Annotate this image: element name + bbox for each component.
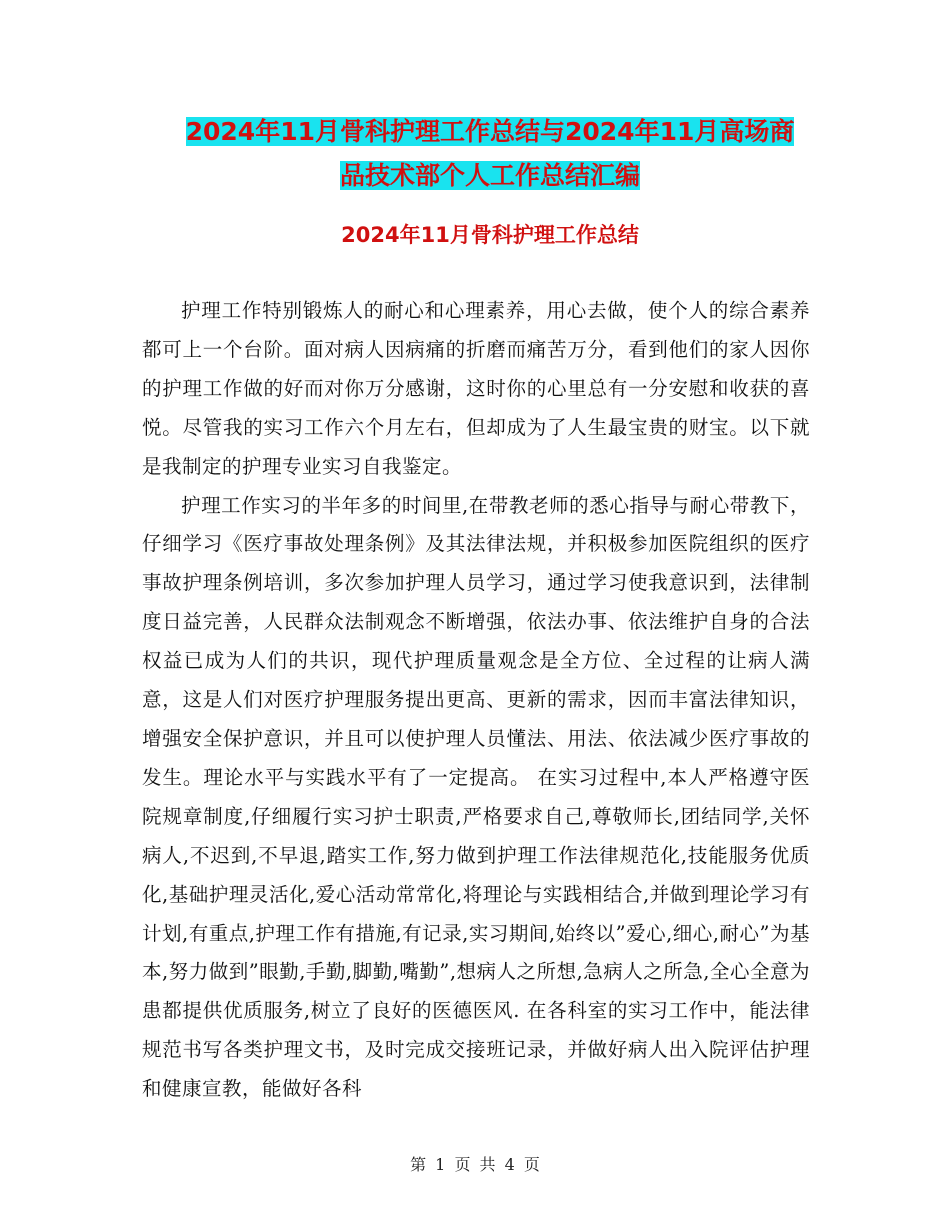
paragraph-2: 护理工作实习的半年多的时间里,在带教老师的悉心指导与耐心带教下，仔细学习《医疗事故处理条例》及其法律法规，并积极参加医院组织的医疗事故护理条例培训，多次参加护理人员学习，通过学习使我意识到，法律制度日益完善，人民群众法制观念不断增强，依法办事、依法维护自身的合法权益已成为人们的共识，现代护理质量观念是全方位、全过程的让病人满意，这是人们对医疗护理服务提出更高、更新的需求，因而丰富法律知识，增强安全保护意识，并且可以使护理人员懂法、用法、依法减少医疗事故的发生。理论水平与实践水平有了一定提高。 在实习过程中,本人严格遵守医院规章制度,仔细履行实习护士职责,严格要求自己,尊敬师长,团结同学,关怀病人,不迟到,不早退,踏实工作,努力做到护理工作法律规范化,技能服务优质化,基础护理灵活化,爱心活动常常化,将理论与实践相结合,并做到理论学习有计划,有重点,护理工作有措施,有记录,实习期间,始终以”爱心,细心,耐心”为基本,努力做到”眼勤,手勤,脚勤,嘴勤”,想病人之所想,急病人之所急,全心全意为患都提供优质服务,树立了良好的医德医风. 在各科室的实习工作中，能法律规范书写各类护理文书，及时完成交接班记录，并做好病人出入院评估护理和健康宣教，能做好各科 bbox=[142, 493, 810, 1101]
section-title: 2024年11月骨科护理工作总结 bbox=[341, 223, 639, 247]
document-title bbox=[140, 110, 840, 198]
page-footer: 第 1 页 共 4 页 bbox=[410, 1155, 540, 1174]
document-title-line-1: 2024年11月骨科护理工作总结与2024年11月高场商 bbox=[185, 117, 795, 146]
paragraph-1: 护理工作特别锻炼人的耐心和心理素养，用心去做，使个人的综合素养都可上一个台阶。面对病人因病痛的折磨而痛苦万分，看到他们的家人因你的护理工作做的好而对你万分感谢，这时你的心里总有一分安慰和收获的喜悦。尽管我的实习工作六个月左右，但却成为了人生最宝贵的财宝。以下就是我制定的护理专业实习自我鉴定。 bbox=[142, 299, 810, 478]
document-title-line-2: 品技术部个人工作总结汇编 bbox=[339, 161, 640, 190]
body-text bbox=[142, 292, 810, 1109]
